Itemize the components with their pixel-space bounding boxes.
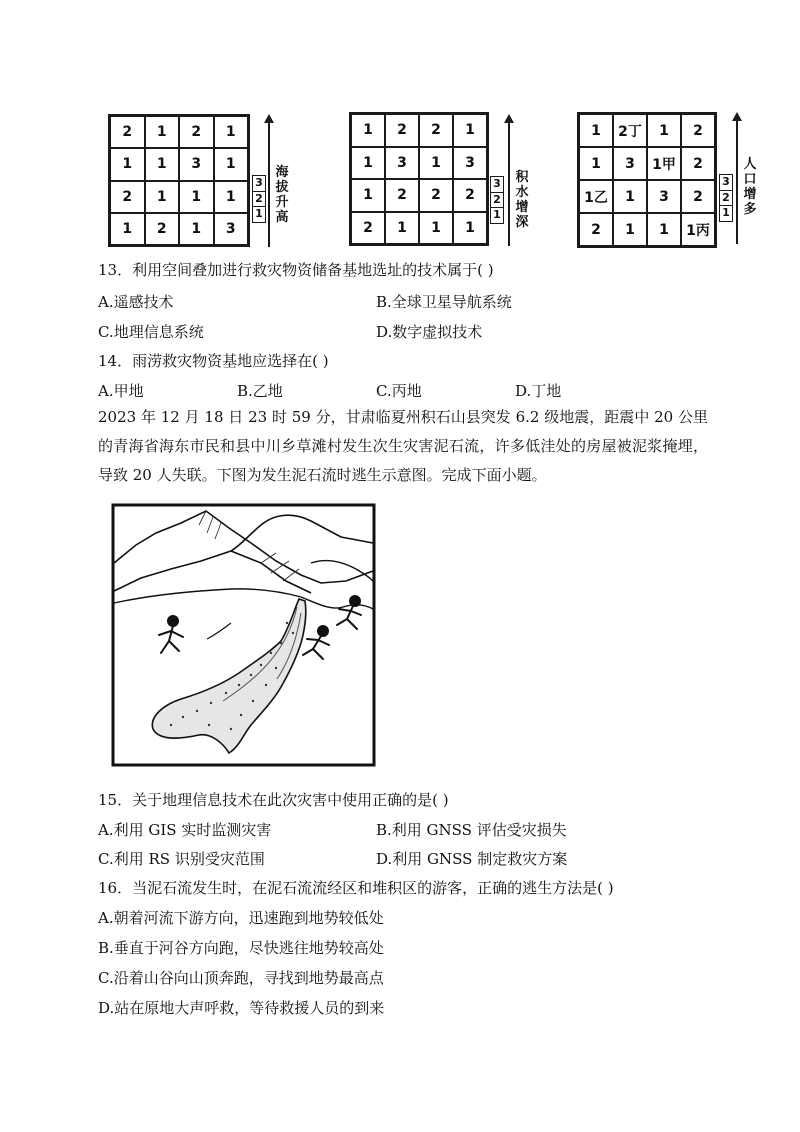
- grid-cell: 2: [110, 181, 145, 213]
- question-16-option-c: C.沿着山谷向山顶奔跑，寻找到地势最高点: [98, 969, 384, 987]
- grid-cell: 3: [613, 147, 647, 180]
- question-13-option-b: B.全球卫星导航系统: [376, 293, 512, 311]
- grid-cell: 1: [110, 213, 145, 245]
- grid-cell: 2: [419, 114, 453, 147]
- scale-level: 2: [720, 191, 732, 207]
- grid-cell: 2: [385, 179, 419, 212]
- grid-cell: 2: [110, 116, 145, 148]
- grid-cell: 2: [681, 147, 715, 180]
- scale-level: 1: [722, 206, 730, 220]
- grid-cell: 1: [579, 147, 613, 180]
- question-14-option-c: C.丙地: [376, 382, 422, 400]
- grid-cell: 1: [214, 116, 249, 148]
- grid-cell: 1: [214, 148, 249, 180]
- grid-cell: 2: [385, 114, 419, 147]
- question-15-option-b: B.利用 GNSS 评估受灾损失: [376, 821, 567, 839]
- question-15-option-c: C.利用 RS 识别受灾范围: [98, 850, 265, 868]
- grid-cell: 1: [351, 114, 385, 147]
- question-16-option-d: D.站在原地大声呼救，等待救援人员的到来: [98, 999, 385, 1017]
- question-13-stem: 13．利用空间叠加进行救灾物资储备基地选址的技术属于( ): [98, 261, 494, 279]
- grid-cell: 1丙: [681, 213, 715, 246]
- grid-cell: 1: [453, 114, 487, 147]
- question-13-option-a: A.遥感技术: [98, 293, 174, 311]
- question-13-option-d: D.数字虚拟技术: [376, 323, 483, 341]
- grid-cell: 1: [647, 213, 681, 246]
- question-14-option-a: A.甲地: [98, 382, 144, 400]
- grid-axis-label: 积水增深: [515, 170, 529, 230]
- grid-cell: 2: [579, 213, 613, 246]
- grid-cell: 3: [647, 180, 681, 213]
- grid-cell: 2: [419, 179, 453, 212]
- grid-cell: 2: [145, 213, 180, 245]
- grid-cell: 1: [214, 181, 249, 213]
- grid-water-depth: [349, 112, 489, 246]
- scale-level: 2: [253, 192, 265, 208]
- grid-cell: 1: [647, 114, 681, 147]
- grid-cell: 2: [351, 212, 385, 245]
- question-15-option-d: D.利用 GNSS 制定救灾方案: [376, 850, 568, 868]
- scale-level: 2: [491, 193, 503, 209]
- up-arrow-icon: [736, 120, 738, 244]
- grid-cell: 1乙: [579, 180, 613, 213]
- up-arrow-icon: [508, 122, 510, 246]
- question-16-option-b: B.垂直于河谷方向跑，尽快逃往地势较高处: [98, 939, 384, 957]
- grid-cell: 3: [453, 147, 487, 180]
- grid-cell: 1: [351, 147, 385, 180]
- grid-cell: 1: [110, 148, 145, 180]
- grid-cell: 3: [179, 148, 214, 180]
- debris-flow-escape-illustration: [111, 503, 376, 767]
- scale-legend: [252, 175, 266, 223]
- grid-cell: 1: [179, 213, 214, 245]
- question-16-stem: 16．当泥石流发生时，在泥石流流经区和堆积区的游客，正确的逃生方法是( ): [98, 879, 614, 897]
- grid-cell: 1: [453, 212, 487, 245]
- grid-cell: 1: [179, 181, 214, 213]
- scale-level: 1: [493, 208, 501, 222]
- grid-cell: 1: [145, 116, 180, 148]
- grid-cell: 1: [613, 213, 647, 246]
- grid-elevation: [108, 114, 250, 247]
- scale-legend: [719, 174, 733, 222]
- scale-level: 3: [720, 175, 732, 191]
- scale-level: 3: [491, 177, 503, 193]
- question-13-option-c: C.地理信息系统: [98, 323, 204, 341]
- grid-population: [577, 112, 717, 248]
- scale-level: 3: [253, 176, 265, 192]
- grid-cell: 2: [681, 180, 715, 213]
- grid-cell: 1: [419, 147, 453, 180]
- grid-cell: 1: [385, 212, 419, 245]
- question-16-option-a: A.朝着河流下游方向，迅速跑到地势较低处: [98, 909, 384, 927]
- grid-cell: 3: [385, 147, 419, 180]
- grid-cell: 2: [179, 116, 214, 148]
- question-15-option-a: A.利用 GIS 实时监测灾害: [98, 821, 272, 839]
- grid-cell: 3: [214, 213, 249, 245]
- grid-cell: 1: [613, 180, 647, 213]
- question-14-option-d: D.丁地: [515, 382, 562, 400]
- passage-text: 2023 年 12 月 18 日 23 时 59 分，甘肃临夏州积石山县突发 6.2 级地震，距震中 20 公里的青海省海东市民和县中川乡草滩村发生次生灾害泥石流，许多低洼处的房屋被泥浆掩埋，导致 20 人失联。下图为发生泥石流时逃生示意图。完成下面小题。: [98, 408, 708, 484]
- grid-cell: 1甲: [647, 147, 681, 180]
- grid-cell: 1: [145, 148, 180, 180]
- grid-cell: 2: [681, 114, 715, 147]
- scale-legend: [490, 176, 504, 224]
- grid-axis-label: 海拔升高: [275, 165, 289, 225]
- question-14-option-b: B.乙地: [237, 382, 283, 400]
- grid-cell: 1: [145, 181, 180, 213]
- grid-cell: 2丁: [613, 114, 647, 147]
- grid-cell: 1: [351, 179, 385, 212]
- up-arrow-icon: [268, 122, 270, 247]
- grid-axis-label: 人口增多: [743, 157, 757, 217]
- grid-cell: 2: [453, 179, 487, 212]
- scale-level: 1: [255, 207, 263, 221]
- question-15-stem: 15．关于地理信息技术在此次灾害中使用正确的是( ): [98, 791, 449, 809]
- question-14-stem: 14．雨涝救灾物资基地应选择在( ): [98, 352, 329, 370]
- grid-cell: 1: [419, 212, 453, 245]
- grid-cell: 1: [579, 114, 613, 147]
